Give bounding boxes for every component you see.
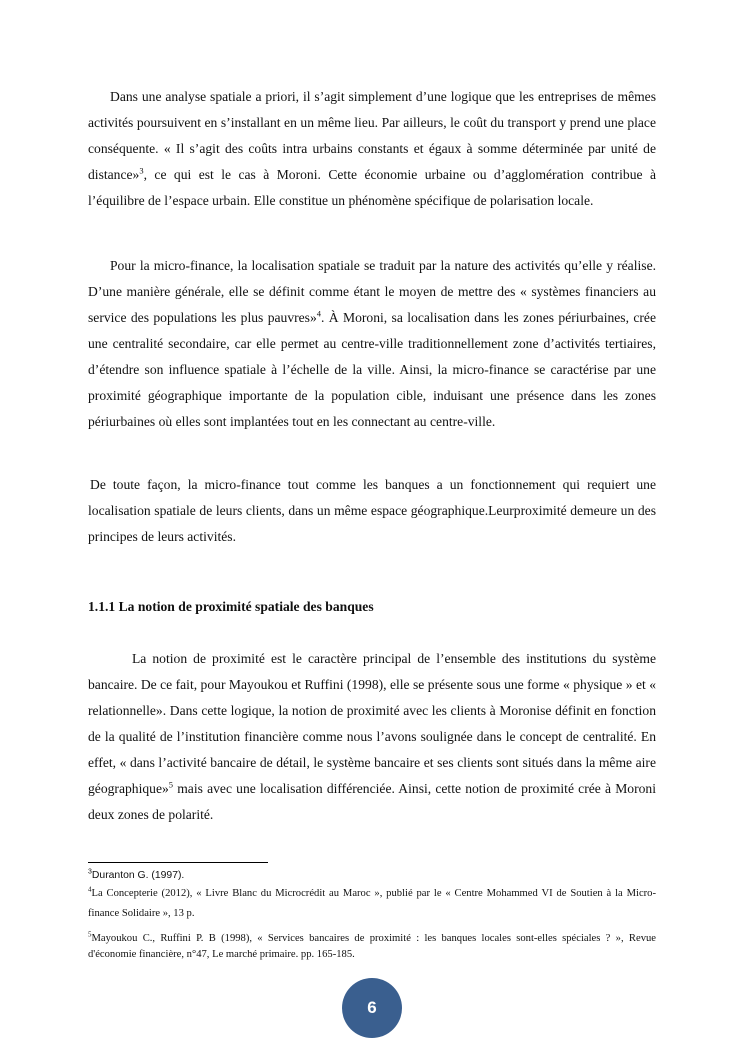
paragraph-bank-proximity (88, 646, 656, 828)
footnote-number: 3 (88, 868, 92, 876)
paragraph-text: La notion de proximité est le caractère principal de l’ensemble des institutions du système bancaire. De ce fait, pour Mayoukou et Ruffini (1998), elle se présente sous une forme « physique » et « relationnelle». Dans cette logique, la notion de proximité avec les clients à Moronise définit en fonction de la qualité de l’institution financière comme nous l’avons soulignée dans le concept de centralité. En effet, « dans l’activité bancaire de détail, le système bancaire et ses clients sont situés dans la même aire géographique» (88, 651, 656, 796)
footnote-ref-3[interactable]: 3 (139, 165, 144, 176)
paragraph-text: Pour la micro-finance, la localisation spatiale se traduit par la nature des activités qu’elle y réalise. D’une manière générale, elle se définit comme étant le moyen de mettre des « systèmes financiers au service des populations les plus pauvres» (88, 258, 656, 325)
footnote-3 (88, 866, 656, 886)
footnote-text: La Concepterie (2012), « Livre Blanc du Microcrédit au Maroc », publié par le « Centre Mohammed VI de Soutien à la Micro-finance Solidaire », 13 p. (88, 888, 656, 919)
footnote-ref-5[interactable]: 5 (168, 779, 174, 790)
paragraph-text: Dans une analyse spatiale a priori, il s’agit simplement d’une logique que les entreprises de mêmes activités poursuivent en s’installant en un même lieu. Par ailleurs, le coût du transport y prend une place conséquente. « Il s’agit des coûts intra urbains constants et égaux à somme déterminée par unité de distance» (88, 89, 656, 182)
footnote-number: 4 (88, 885, 92, 894)
paragraph-text: mais avec une localisation différenciée. Ainsi, cette notion de proximité crée à Moroni deux zones de polarité. (88, 781, 656, 822)
footnote-5 (88, 931, 656, 963)
paragraph-urban-economy (88, 84, 656, 214)
paragraph-microfinance-localisation (88, 253, 656, 435)
footnote-text: Mayoukou C., Ruffini P. B (1998), « Services bancaires de proximité : les banques locales sont-elles spéciales ? », Revue d'économie financière, n°47, Le marché primaire. pp. 165-185. (88, 933, 656, 960)
footnote-4 (88, 884, 656, 924)
footnote-separator (88, 862, 268, 863)
page-number-badge: 6 (342, 978, 402, 1038)
paragraph-microfinance-banks (88, 472, 656, 550)
footnote-number: 5 (88, 930, 92, 939)
paragraph-text: . À Moroni, sa localisation dans les zones périurbaines, crée une centralité secondaire, car elle permet au centre-ville traditionnellement zone d’activités tertiaires, d’étendre son influence spatiale à l’échelle de la ville. Ainsi, la micro-finance se caractérise par une proximité géographique importante de la population cible, induisant une présence dans les zones périurbaines où elles sont implantées tout en les connectant au centre-ville. (88, 310, 657, 429)
paragraph-text: De toute façon, la micro-finance tout comme les banques a un fonctionnement qui requiert une localisation spatiale de leurs clients, dans un même espace géographique.Leurproximité demeure un des principes de leurs activités. (88, 477, 656, 544)
footnote-ref-4[interactable]: 4 (316, 308, 322, 319)
section-heading: 1.1.1 La notion de proximité spatiale des banques (88, 599, 374, 614)
paragraph-text: , ce qui est le cas à Moroni. Cette économie urbaine ou d’agglomération contribue à l’équilibre de l’espace urbain. Elle constitue un phénomène spécifique de polarisation locale. (88, 167, 656, 208)
footnote-text: Duranton G. (1997). (91, 870, 185, 881)
